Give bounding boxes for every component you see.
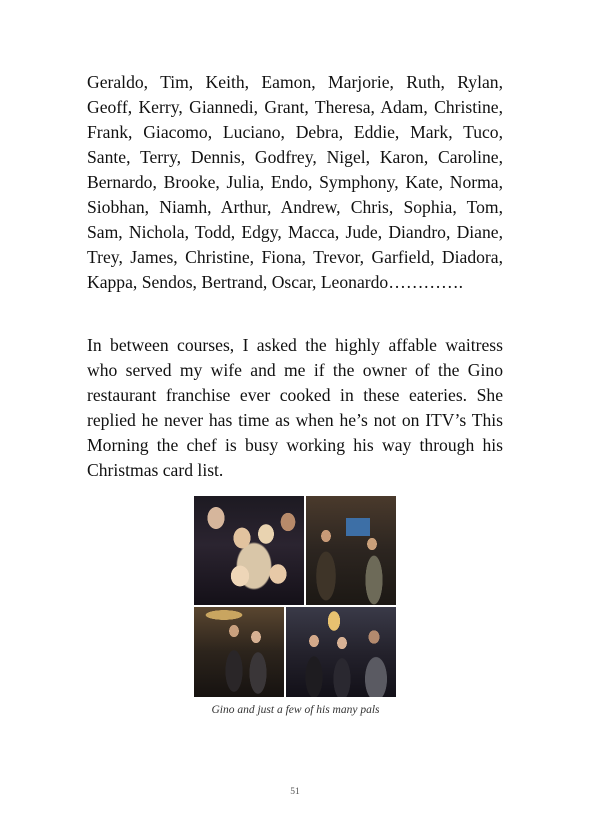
photo-group-selfie [194, 496, 304, 605]
page-number: 51 [290, 787, 300, 797]
photo-collage [194, 496, 396, 697]
body-paragraph-restaurant-anecdote: In between courses, I asked the highly affable waitress who served my wife and me if the owner of the Gino restaurant franchise ever cooked in these eateries. She replied he never has time as when he’s not on ITV’s This Morning the chef is busy working his way through his Christmas card list. [87, 335, 503, 480]
photo-karaoke-duo [194, 607, 284, 697]
body-paragraph-names-list: Geraldo, Tim, Keith, Eamon, Marjorie, Ruth, Rylan, Geoff, Kerry, Giannedi, Grant, Theresa, Adam, Christine, Frank, Giacomo, Luciano, Debra, Eddie, Mark, Tuco, Sante, Terry, Dennis, Godfrey, Nigel, Karon, Caroline, Bernardo, Brooke, Julia, Endo, Symphony, Kate, Norma, Siobhan, Niamh, Arthur, Andrew, Chris, Sophia, Tom, Sam, Nichola, Todd, Edgy, Macca, Jude, Diandro, Diane, Trey, James, Christine, Fiona, Trevor, Garfield, Diadora, Kappa, Sendos, Bertrand, Oscar, Leonardo…………. [87, 72, 503, 292]
photo-singing-bar [306, 496, 396, 605]
figure-caption: Gino and just a few of his many pals [211, 704, 380, 716]
photo-karaoke-group [286, 607, 396, 697]
